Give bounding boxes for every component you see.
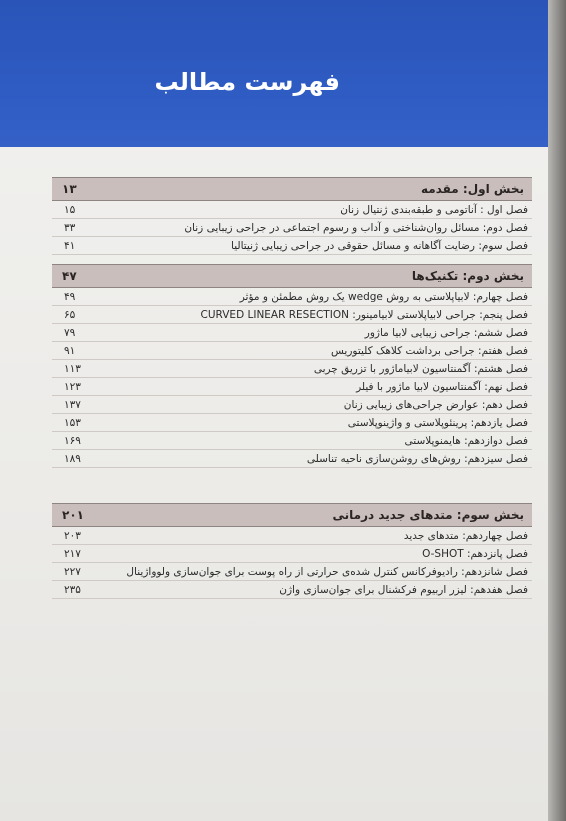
row-page-number: ۱۵ xyxy=(64,203,76,216)
toc-row xyxy=(52,219,532,237)
header-band xyxy=(0,0,548,147)
row-title: فصل سیزدهم: روش‌های روشن‌سازی ناحیه تناسلی xyxy=(306,452,528,465)
toc-row xyxy=(52,563,532,581)
section-header xyxy=(52,177,532,201)
row-title: فصل دوازدهم: هایمنوپلاستی xyxy=(404,434,528,447)
toc-row xyxy=(52,288,532,306)
row-page-number: ۶۵ xyxy=(64,308,76,321)
section-header xyxy=(52,264,532,288)
row-title: فصل یازدهم: پرینئوپلاستی و واژینوپلاستی xyxy=(347,416,528,429)
toc-row xyxy=(52,545,532,563)
row-title: فصل هشتم: آگمنتاسیون لابیاماژور با تزریق چربی xyxy=(313,362,528,375)
row-page-number: ۱۱۳ xyxy=(64,362,81,375)
row-page-number: ۱۲۳ xyxy=(64,380,81,393)
toc-section-2 xyxy=(52,264,532,468)
row-page-number: ۲۲۷ xyxy=(64,565,81,578)
toc-row xyxy=(52,581,532,599)
toc-row xyxy=(52,342,532,360)
section-header xyxy=(52,503,532,527)
toc-row xyxy=(52,378,532,396)
toc-row xyxy=(52,360,532,378)
row-page-number: ۱۳۷ xyxy=(64,398,81,411)
row-page-number: ۱۵۳ xyxy=(64,416,81,429)
section-title: بخش اول: مقدمه xyxy=(421,182,524,196)
section-page-number: ۲۰۱ xyxy=(62,508,84,522)
row-page-number: ۴۱ xyxy=(64,239,76,252)
row-title: فصل دوم: مسائل روان‌شناختی و آداب و رسوم اجتماعی در جراحی زیبایی زنان xyxy=(184,221,528,234)
toc-row xyxy=(52,414,532,432)
toc-row xyxy=(52,527,532,545)
row-page-number: ۴۹ xyxy=(64,290,76,303)
toc-section-3 xyxy=(52,503,532,599)
row-title: فصل هفدهم: لیزر اربیوم فرکشنال برای جوان‌سازی واژن xyxy=(279,583,528,596)
toc-row xyxy=(52,237,532,255)
page-edge-shadow xyxy=(548,0,566,821)
row-page-number: ۷۹ xyxy=(64,326,76,339)
row-title: فصل سوم: رضایت آگاهانه و مسائل حقوقی در جراحی زیبایی ژنیتالیا xyxy=(231,239,528,252)
row-title: فصل هفتم: جراحی برداشت کلاهک کلیتوریس xyxy=(331,344,528,357)
row-title: فصل ششم: جراحی زیبایی لابیا ماژور xyxy=(364,326,528,339)
row-title: فصل چهارم: لابیاپلاستی به روش wedge یک روش مطمئن و مؤثر xyxy=(239,290,528,303)
toc-row xyxy=(52,396,532,414)
row-title: فصل پانزدهم: O-SHOT xyxy=(422,547,528,560)
row-page-number: ۲۱۷ xyxy=(64,547,81,560)
row-page-number: ۳۳ xyxy=(64,221,76,234)
toc-row xyxy=(52,324,532,342)
row-page-number: ۱۶۹ xyxy=(64,434,81,447)
row-title: فصل پنجم: جراحی لابیاپلاستی لابیامینور: CURVED LINEAR RESECTION xyxy=(200,308,528,321)
toc-row xyxy=(52,432,532,450)
row-title: فصل شانزدهم: رادیوفرکانس کنترل شده‌ی حرارتی از راه پوست برای جوان‌سازی ولوواژینال xyxy=(126,565,528,578)
section-title: بخش سوم: متدهای جدید درمانی xyxy=(332,508,524,522)
row-title: فصل اول : آناتومی و طبقه‌بندی ژنتیال زنان xyxy=(340,203,528,216)
toc-row xyxy=(52,201,532,219)
toc-section-1 xyxy=(52,177,532,255)
row-page-number: ۲۳۵ xyxy=(64,583,81,596)
row-title: فصل دهم: عوارض جراحی‌های زیبایی زنان xyxy=(343,398,528,411)
section-title: بخش دوم: تکنیک‌ها xyxy=(411,269,524,283)
row-title: فصل چهاردهم: متدهای جدید xyxy=(403,529,528,542)
toc-row xyxy=(52,306,532,324)
row-page-number: ۹۱ xyxy=(64,344,76,357)
page-title: فهرست مطالب xyxy=(154,68,340,96)
toc-row xyxy=(52,450,532,468)
section-page-number: ۴۷ xyxy=(62,269,77,283)
row-page-number: ۱۸۹ xyxy=(64,452,81,465)
section-page-number: ۱۳ xyxy=(62,182,77,196)
row-page-number: ۲۰۳ xyxy=(64,529,81,542)
row-title: فصل نهم: آگمنتاسیون لابیا ماژور با فیلر xyxy=(356,380,528,393)
